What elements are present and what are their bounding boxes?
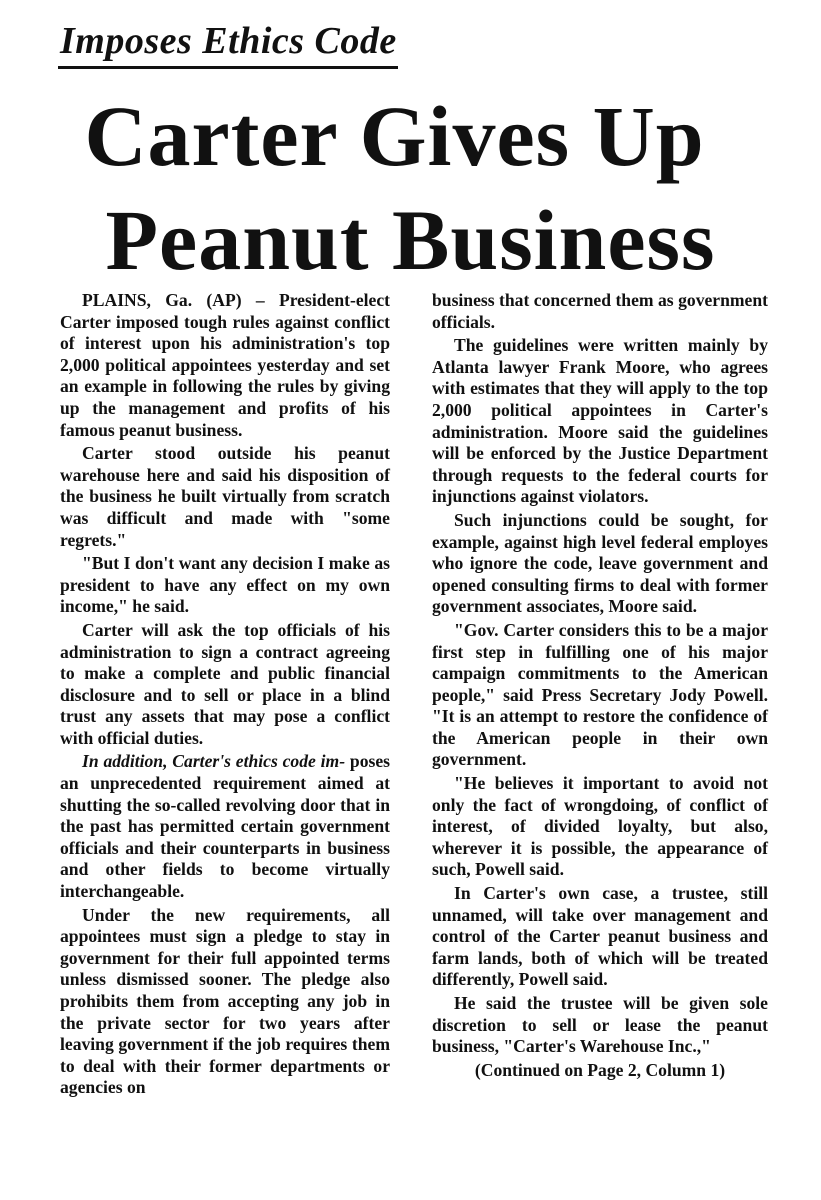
paragraph [60, 751, 390, 902]
article-column-left [60, 290, 390, 1101]
paragraph: business that concerned them as government officials. [432, 290, 768, 332]
paragraph: In Carter's own case, a trustee, still unnamed, will take over management and control of the Carter peanut business and farm lands, both of which will be treated differently, Powell said. [432, 883, 768, 990]
paragraph: Carter will ask the top officials of his administration to sign a contract agreeing to make a complete and public financial disclosure and to sell or place in a blind trust any assets that may pose a conflict with official duties. [60, 619, 390, 748]
paragraph: "He believes it important to avoid not only the fact of wrongdoing, of conflict of interest, of divided loyalty, but also, wherever it is possible, the appearance of such, Powell said. [432, 773, 768, 880]
kicker-underline [58, 66, 398, 69]
headline-line-2: Peanut Business [105, 192, 716, 288]
article-column-right [432, 290, 768, 1083]
headline-line-1: Carter Gives Up [84, 88, 705, 184]
paragraph: Under the new requirements, all appointees must sign a pledge to stay in government for their full appointed terms unless dismissed sooner. The pledge also prohibits them from accepting any job in the private sector for two years after leaving government if the job requires them to deal with their former departments or agencies on [60, 904, 390, 1098]
paragraph: The guidelines were written mainly by Atlanta lawyer Frank Moore, who agrees with estimates that they will apply to the top 2,000 political appointees in Carter's administration. Moore said the guidelines will be enforced by the Justice Department through requests to the federal courts for injunctions against violators. [432, 335, 768, 507]
paragraph-text: poses an unprecedented requirement aimed at shutting the so-called revolving door that in the past has permitted certain government officials and their counterparts in business and other fields to become virtually interchangeable. [60, 751, 390, 902]
paragraph: He said the trustee will be given sole discretion to sell or lease the peanut business, "Carter's Warehouse Inc.," [432, 993, 768, 1057]
paragraph: Carter stood outside his peanut warehouse here and said his disposition of the business he built virtually from scratch was difficult and made with "some regrets." [60, 443, 390, 550]
paragraph: PLAINS, Ga. (AP) – President-elect Carter imposed tough rules against conflict of interest upon his administration's top 2,000 political appointees yesterday and set an example in following the rules by giving up the management and profits of his famous peanut business. [60, 290, 390, 440]
continued-notice: (Continued on Page 2, Column 1) [474, 1059, 726, 1080]
paragraph: "Gov. Carter considers this to be a major first step in fulfilling one of his major campaign commitments to the American people," said Press Secretary Jody Powell. "It is an attempt to restore the confidence of the American people in their own government. [432, 619, 768, 770]
paragraph: Such injunctions could be sought, for example, against high level federal employes who ignore the code, leave government and opened consulting firms to deal with former government associates, Moore said. [432, 509, 768, 617]
kicker-headline: Imposes Ethics Code [60, 20, 397, 62]
italic-lead: In addition, Carter's ethics code im- [82, 751, 346, 772]
paragraph: "But I don't want any decision I make as president to have any effect on my own income," he said. [60, 553, 390, 617]
